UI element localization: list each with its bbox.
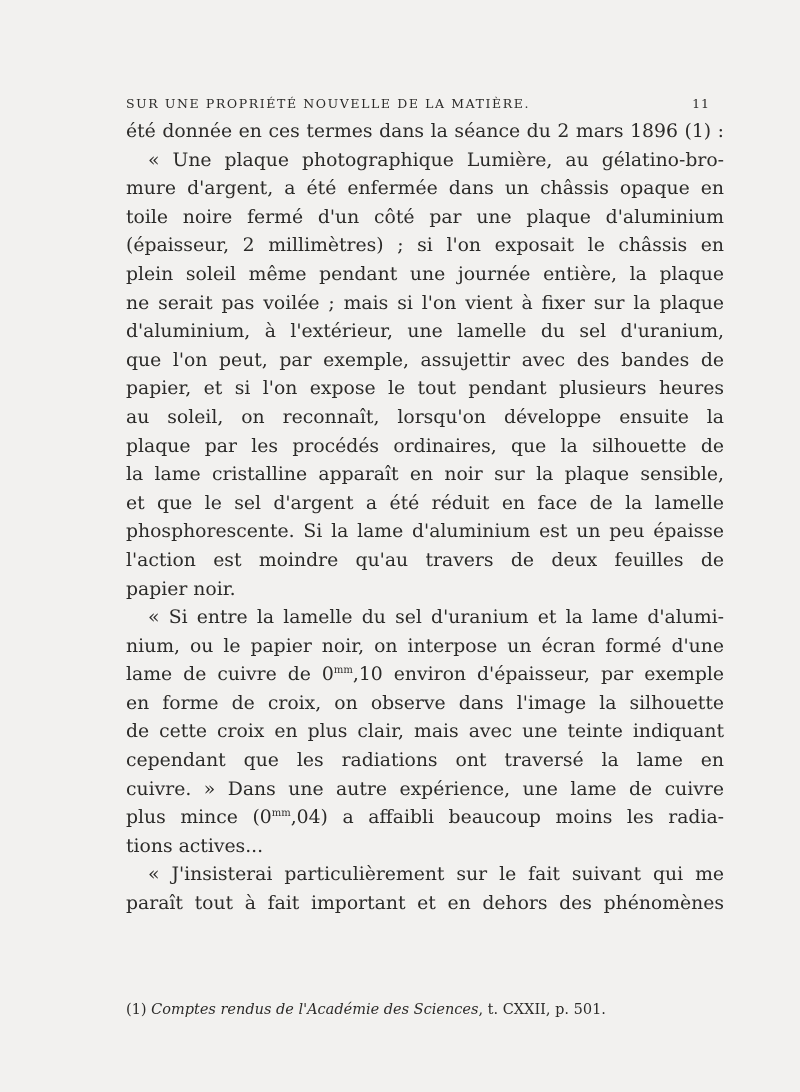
text-line [126,804,724,833]
text-line: tions actives... [126,835,264,857]
text-line: (épaisseur, 2 millimètres) ; si l'on exposait le châssis en [126,235,724,257]
text-line: au soleil, on reconnaît, lorsqu'on développe ensuite la [126,406,724,428]
text-line: en forme de croix, on observe dans l'image la silhouette [126,692,724,714]
text-line: cependant que les radiations ont traversé la lame en [126,750,724,772]
text-line: nium, ou le papier noir, on interpose un écran formé d'une [126,635,724,657]
unit-superscript: mm [271,808,291,820]
text-line: été donnée en ces termes dans la séance du 2 mars 1896 (1) : [126,121,724,142]
text-line: l'action est moindre qu'au travers de deux feuilles de [126,549,724,571]
text-line: ne serait pas voilée ; mais si l'on vient à fixer sur la plaque [126,292,724,314]
text-line: « Une plaque photographique Lumière, au gélatino-bro- [148,149,724,171]
text-line: paraît tout à fait important et en dehors des phénomènes [126,893,724,915]
unit-superscript: mm [333,665,353,677]
body-text [126,118,724,919]
text-fragment: ,10 environ d'épaisseur, par exemple [352,664,724,686]
text-line: mure d'argent, a été enfermée dans un châssis opaque en [126,178,724,200]
text-line: de cette croix en plus clair, mais avec une teinte indiquant [126,721,724,743]
text-line: toile noire fermé d'un côté par une plaque d'aluminium [126,206,724,228]
footnote-marker: (1) [126,1002,147,1018]
text-line: plaque par les procédés ordinaires, que la silhouette de [126,435,724,457]
text-line: cuivre. » Dans une autre expérience, une lame de cuivre [126,778,724,800]
footnote [126,1000,724,1020]
text-line: « J'insisterai particulièrement sur le fait suivant qui me [148,864,724,886]
running-head-title: SUR UNE PROPRIÉTÉ NOUVELLE DE LA MATIÈRE. [126,96,531,111]
footnote-source: Comptes rendus de l'Académie des Sciences [151,1002,479,1018]
footnote-reference: , t. CXXII, p. 501. [478,1002,606,1018]
running-head [126,96,724,116]
text-line: plein soleil même pendant une journée entière, la plaque [126,263,724,285]
text-line [126,661,724,690]
text-fragment: lame de cuivre de 0 [126,664,334,686]
text-line: « Si entre la lamelle du sel d'uranium et la lame d'alumi- [148,607,724,629]
text-fragment: ,04) a affaibli beaucoup moins les radia- [290,807,724,829]
text-line: la lame cristalline apparaît en noir sur la plaque sensible, [126,464,724,486]
text-line: et que le sel d'argent a été réduit en face de la lamelle [126,492,724,514]
text-fragment: plus mince (0 [126,807,272,829]
text-line: papier noir. [126,578,236,600]
text-line: d'aluminium, à l'extérieur, une lamelle du sel d'uranium, [126,321,724,343]
text-line: phosphorescente. Si la lame d'aluminium est un peu épaisse [126,521,724,543]
page-number: 11 [692,96,710,111]
text-line: que l'on peut, par exemple, assujettir avec des bandes de [126,349,724,371]
text-line: papier, et si l'on expose le tout pendant plusieurs heures [126,378,724,400]
